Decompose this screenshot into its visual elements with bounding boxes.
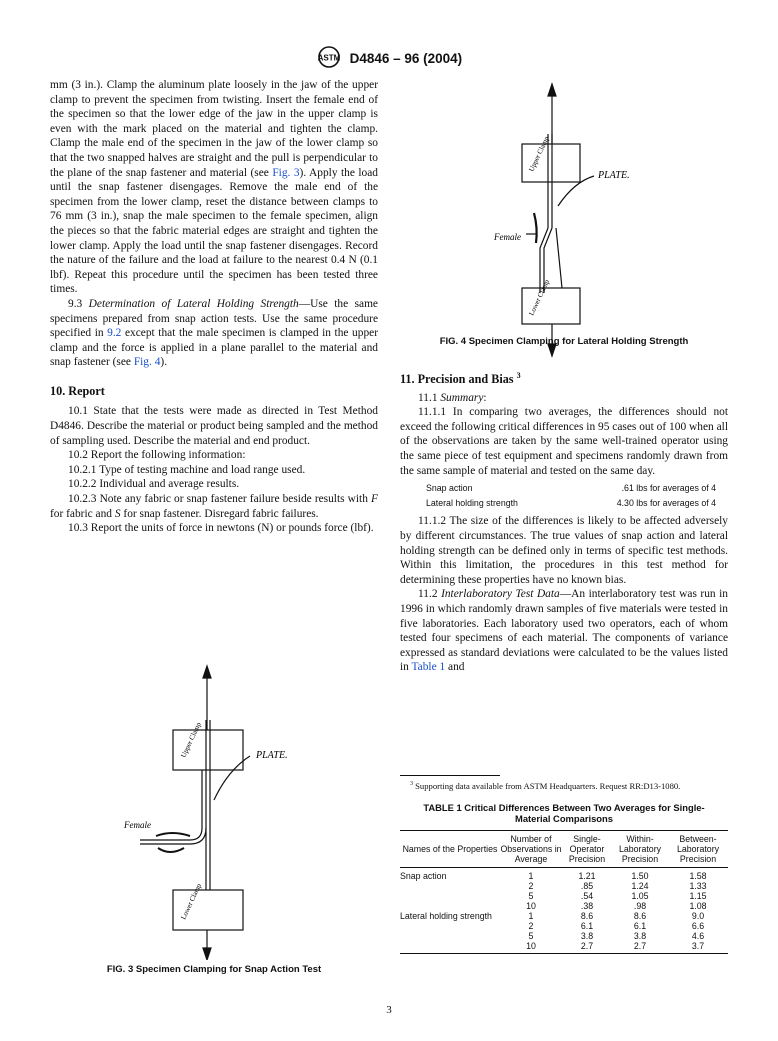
paragraph-10-2-2: 10.2.2 Individual and average results. [68, 478, 240, 491]
paragraph-10-3: 10.3 Report the units of force in newtons (N) or pounds force (lbf). [68, 522, 374, 535]
fig4-link[interactable]: Fig. 4 [133, 356, 161, 369]
right-column [400, 369, 728, 675]
table-cell: 1 [528, 911, 534, 921]
table-cell: .98 [633, 901, 647, 911]
list-item: Lateral holding strength 4.30 lbs for averages of 4 [426, 497, 716, 508]
table-cell: 1.21 [578, 871, 596, 881]
table-header-row [400, 831, 728, 868]
svg-text:Upper Clamp: Upper Clamp [527, 135, 551, 173]
table-cell: 8.6 [580, 911, 594, 921]
figure-4 [470, 78, 670, 358]
table-cell [400, 921, 500, 931]
table-cell [400, 941, 500, 954]
table-cell: 4.6 [691, 931, 705, 941]
table-cell: 1.50 [631, 871, 649, 881]
plate-label: PLATE. [256, 750, 288, 761]
paragraph-10-1: 10.1 State that the tests were made as directed in Test Method D4846. Describe the material or product being sampled and the method of sampling used. Describe the material and end product. [50, 405, 378, 447]
footnote-rule [400, 775, 500, 776]
table-cell [400, 881, 500, 891]
table-row [400, 881, 728, 891]
table-cell: .54 [580, 891, 594, 901]
svg-text:Upper Clamp: Upper Clamp [179, 721, 203, 759]
paragraph-11-1: 11.1 Summary: [418, 391, 487, 404]
list-item: Snap action .61 lbs for averages of 4 [426, 483, 716, 494]
table-cell: 5 [528, 931, 534, 941]
paragraph-11-1-2: 11.1.2 The size of the differences is likely to be affected adversely by different circumstances. The true values of snap action and lateral holding strength can be defined only in terms of specific test methods. Within this limitation, the procedures in this test method for determining these properties have no known bias. [400, 515, 728, 586]
figure-4-drawing [470, 78, 670, 358]
table-cell: 1.58 [689, 871, 707, 881]
paragraph-10-2: 10.2 Report the following information: [68, 449, 246, 462]
fig3-link[interactable]: Fig. 3 [272, 166, 300, 179]
table-cell: 5 [528, 891, 534, 901]
table-cell: 1.08 [689, 901, 707, 911]
table-cell: 3.8 [580, 931, 594, 941]
table1 [400, 830, 728, 954]
table-cell [400, 891, 500, 901]
table-cell: 8.6 [633, 911, 647, 921]
footnote: $^3$ Supporting data available from ASTM Headquarters. Request RR:D13-1080. [410, 780, 681, 791]
svg-text:Lower Clamp: Lower Clamp [527, 278, 552, 317]
table-cell: 2 [528, 881, 534, 891]
table-cell: 10 [526, 901, 536, 911]
svg-text:Lower Clamp: Lower Clamp [179, 882, 204, 921]
table-cell: .85 [580, 881, 594, 891]
column-header: Single-Operator Precision [568, 834, 606, 864]
paragraph-10-2-3: 10.2.3 Note any fabric or snap fastener failure beside results with F for fabric and S for snap fastener. Disregard fabric failures. [50, 493, 378, 520]
female-label: Female [124, 820, 151, 830]
table-cell: 9.0 [691, 911, 705, 921]
table-cell: 1.24 [631, 881, 649, 891]
fig4-caption: FIG. 4 Specimen Clamping for Lateral Holding Strength [439, 336, 689, 347]
page-header [0, 46, 778, 71]
critical-differences-list [426, 481, 716, 510]
table-cell: Lateral holding strength [400, 911, 492, 921]
figure-3 [110, 660, 330, 960]
column-header: Within-Laboratory Precision [618, 834, 662, 864]
table-cell [400, 901, 500, 911]
designation: D4846 – 96 (2004) [349, 51, 463, 66]
plate-label: PLATE. [598, 170, 630, 181]
page-number: 3 [386, 1004, 392, 1016]
svg-text:ASTM: ASTM [317, 53, 341, 63]
column-header: Number of Observations in Average [500, 834, 562, 864]
figure-3-drawing [110, 660, 330, 960]
table-cell: 1.05 [631, 891, 649, 901]
left-column [50, 78, 378, 536]
table-row [400, 941, 728, 954]
table-cell: 2.7 [580, 941, 594, 951]
section-9-2-link[interactable]: 9.2 [107, 327, 122, 340]
table-cell: 2.7 [633, 941, 647, 951]
column-header: Names of the Properties [402, 844, 498, 854]
table-cell: 6.1 [580, 921, 594, 931]
table1-caption: TABLE 1 Critical Differences Between Two Averages for Single-Material Comparisons [423, 802, 705, 824]
paragraph-11-1-1: 11.1.1 In comparing two averages, the differences should not exceed the following critical differences in 95 cases out of 100 when all of the observations are taken by the same well-trained operator using the same piece of test equipment and specimens randomly drawn from the same sample of material and tested on the same day. [400, 406, 728, 477]
column-header: Between-Laboratory Precision [676, 834, 720, 864]
table-cell: 6.6 [691, 921, 705, 931]
table1-link[interactable]: Table 1 [411, 661, 446, 674]
table-row [400, 911, 728, 921]
paragraph-9-2-cont: mm (3 in.). Clamp the aluminum plate loosely in the jaw of the upper clamp to prevent the specimen from twisting. Insert the female end of the specimen so that the lower edge of the jaw in the upper clamp is even with the mark placed on the material and tighten the clamp. Clamp the male end of the specimen in the jaw of the lower clamp so that the two snapped halves are straight and the pull is perpendicular to the plane of the snap fastener and material (see Fig. 3). Apply the load until the snap fastener disengages. Remove the male end of the specimen from the lower clamp, reset the distance between clamps to 76 mm (3 in.), snap the male specimen to the female specimen, align the pieces so that the fabric material edges are straight and tighten the lower clamp. Apply the load until the snap fastener disengages. Record the nature of the failure and the load at failure to the nearest 0.4 N (0.1 lbf). Repeat this procedure until the specimen has been tested three times. [50, 79, 378, 296]
table-cell: 1.15 [689, 891, 707, 901]
table-cell: 3.8 [633, 931, 647, 941]
paragraph-11-2: 11.2 Interlaboratory Test Data—An interlaboratory test was run in 1996 in which randomly drawn samples of five materials were tested in five laboratories. Each laboratory used two operators, each of whom tested four specimens of each material. The components of variance expressed as standard deviations were calculated to be the values listed in Table 1 and [400, 588, 728, 674]
table-cell: 2 [528, 921, 534, 931]
table-cell: 10 [526, 941, 536, 951]
section-11-heading: 11. Precision and Bias $^3$ [400, 371, 521, 387]
paragraph-9-3: 9.3 Determination of Lateral Holding Strength—Use the same specimens prepared from snap action tests. Use the same procedure specified in 9.2 except that the male specimen is clamped in the upper clamp and the force is applied in a plane parallel to the material and snap fastener (see Fig. 4). [50, 297, 378, 369]
astm-logo-icon [316, 46, 342, 71]
table-cell: 3.7 [691, 941, 705, 951]
table-cell [400, 931, 500, 941]
table-cell: 6.1 [633, 921, 647, 931]
table-row [400, 891, 728, 901]
table1-body [400, 868, 728, 954]
table-cell: 1.33 [689, 881, 707, 891]
table-row [400, 868, 728, 882]
table-cell: Snap action [400, 871, 447, 881]
table-cell: 1 [528, 871, 534, 881]
female-label: Female [494, 232, 521, 242]
fig3-caption: FIG. 3 Specimen Clamping for Snap Action Test [106, 964, 322, 975]
paragraph-10-2-1: 10.2.1 Type of testing machine and load range used. [68, 463, 306, 476]
table-row [400, 921, 728, 931]
table-cell: .38 [580, 901, 594, 911]
section-10-heading: 10. Report [50, 383, 105, 398]
table-row [400, 901, 728, 911]
table-row [400, 931, 728, 941]
